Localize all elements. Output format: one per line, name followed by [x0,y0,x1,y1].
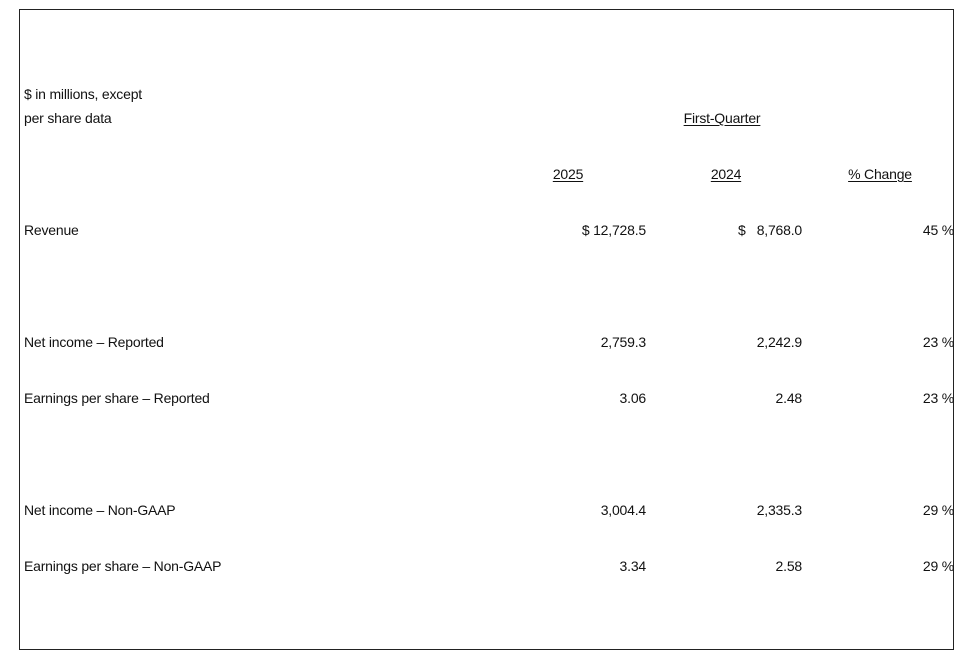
row-label-eps-reported: Earnings per share – Reported [24,390,210,406]
units-note-line2: per share data [24,110,112,126]
eps-reported-2024: 2.48 [775,390,802,406]
column-header-change: % Change [848,166,912,182]
net-income-non-gaap-change: 29 % [922,502,954,518]
revenue-change: 45 % [922,222,954,238]
revenue-2025: $ 12,728.5 [581,222,646,238]
net-income-non-gaap-2024: 2,335.3 [756,502,802,518]
revenue-2024-currency: $ [738,222,746,238]
eps-non-gaap-change: 29 % [922,558,954,574]
period-header: First-Quarter [683,110,761,126]
row-label-net-income-reported: Net income – Reported [24,334,164,350]
row-label-eps-non-gaap: Earnings per share – Non-GAAP [24,558,222,574]
net-income-reported-change: 23 % [922,334,954,350]
units-note-line1: $ in millions, except [24,86,142,102]
net-income-reported-2024: 2,242.9 [756,334,802,350]
table-frame [19,9,954,650]
column-header-2025: 2025 [552,166,584,182]
eps-reported-change: 23 % [922,390,954,406]
eps-non-gaap-2025: 3.34 [619,558,646,574]
column-header-2024: 2024 [710,166,742,182]
eps-non-gaap-2024: 2.58 [775,558,802,574]
net-income-reported-2025: 2,759.3 [600,334,646,350]
row-label-revenue: Revenue [24,222,79,238]
eps-reported-2025: 3.06 [619,390,646,406]
net-income-non-gaap-2025: 3,004.4 [600,502,646,518]
row-label-net-income-non-gaap: Net income – Non-GAAP [24,502,176,518]
revenue-2024: 8,768.0 [756,222,802,238]
